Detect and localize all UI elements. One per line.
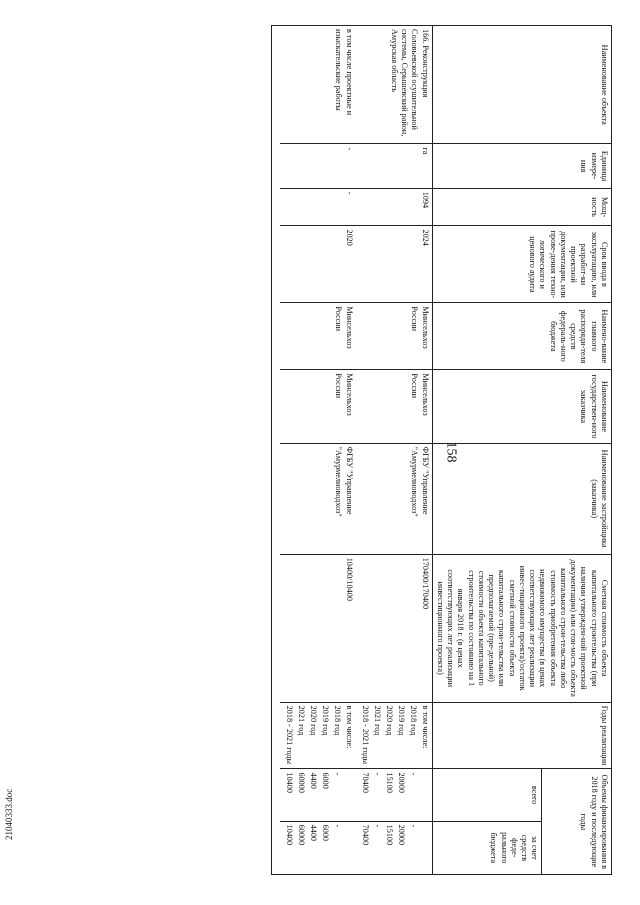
table-row xyxy=(356,26,433,875)
cell-unit: га xyxy=(356,144,433,188)
header-funding-federal: за счет средств феде-рального бюджета xyxy=(432,821,542,874)
year-label: 2018 - 2021 годы xyxy=(360,705,370,764)
header-name: Наименование объекта xyxy=(432,26,611,144)
year-label: 2018 год xyxy=(332,705,342,736)
funding-value xyxy=(418,825,430,871)
header-funding: Объемы финансирования в 2018 году и последующие годы xyxy=(542,769,612,875)
funding-value: 6000 xyxy=(320,772,330,789)
header-years: Годы реализации xyxy=(432,702,611,769)
funding-value: - xyxy=(372,772,382,776)
header-deadline: Срок ввода в эксплуатацию, или разработ-ки проектной документации, или прове-дения техно-логического и ценового аудита xyxy=(432,226,611,303)
table-bottom-border xyxy=(271,26,280,875)
funding-value xyxy=(418,772,430,817)
cell-deadline: 2020 xyxy=(280,226,356,303)
page-number: 158 xyxy=(443,441,459,463)
funding-value: - xyxy=(332,824,342,828)
year-label: 2021 год xyxy=(296,705,306,736)
year-label: 2020 год xyxy=(308,705,318,736)
cell-deadline: 2024 xyxy=(356,226,433,303)
funding-value: 20000 xyxy=(396,824,406,846)
rotated-table-container xyxy=(12,25,612,875)
year-label: 2018 год xyxy=(408,705,418,736)
funding-value: 70400 xyxy=(360,772,370,793)
header-developer: Наименование застройщика (заказчика) xyxy=(432,443,611,554)
cell-developer: ФГБУ "Управление "Амурмелиоводхоз" xyxy=(356,443,433,554)
footer-file-name: 21040333.doc xyxy=(4,788,14,840)
cell-developer: ФГБУ "Управление "Амурмелиоводхоз" xyxy=(280,443,356,554)
cell-estimated-cost: 10400/10400 xyxy=(280,554,356,702)
year-label: в том числе: xyxy=(420,705,430,749)
funding-value: - xyxy=(408,824,418,828)
funding-value: 60000 xyxy=(296,772,306,793)
table-bottom-row xyxy=(271,26,280,875)
cell-funding-total xyxy=(356,769,433,821)
cell-funding-total xyxy=(280,769,356,821)
cell-capacity: 1094 xyxy=(356,188,433,226)
funding-value: 10400 xyxy=(284,824,294,846)
funding-value: 15100 xyxy=(384,824,394,846)
funding-value: 20000 xyxy=(396,772,406,793)
funding-value: - xyxy=(408,772,418,776)
table-row xyxy=(280,26,356,875)
funding-value: 60000 xyxy=(296,824,306,846)
year-label: 2019 год xyxy=(320,705,330,736)
funding-value: - xyxy=(372,824,382,828)
year-label: в том числе: xyxy=(344,705,354,749)
cell-unit: - xyxy=(280,144,356,188)
cell-budget-manager: Минсельхоз России xyxy=(280,303,356,370)
header-estimated-cost: Сметная стоимость объекта капитального строительства (при наличии утвержден-ной проектной документации) или стои-мость объекта капитального строи-тельства либо стоимость приобретения объекта недвижимого имущества (в ценах соответствующих лет реализации инвес-тиционного проекта)/остаток сметной стоимости объекта капитального строи-тельства или предполагаемой (пре-дельной) стоимости объекта капитального строительства по состоянию на 1 января 2018 г. (в ценах соответствующих лет реализации инвестиционного проекта) xyxy=(432,554,611,702)
header-capacity: Мощ-ность xyxy=(432,188,611,226)
funding-value xyxy=(342,772,354,817)
cell-funding-federal xyxy=(356,821,433,874)
cell-capacity: - xyxy=(280,188,356,226)
cell-name: 166. Реконструкция Соловьевской осушительной системы, Серышевский район, Амурская область xyxy=(356,26,433,144)
funding-value: 15100 xyxy=(384,772,394,793)
cell-name: в том числе проектные и изыскательские работы xyxy=(280,26,356,144)
year-label: 2020 год xyxy=(384,705,394,736)
funding-value xyxy=(342,825,354,871)
cell-funding-federal xyxy=(280,821,356,874)
funding-value: 10400 xyxy=(284,772,294,793)
funding-value: 4400 xyxy=(308,772,318,789)
cell-years xyxy=(280,702,356,769)
year-label: 2021 год xyxy=(372,705,382,736)
funding-value: 6000 xyxy=(320,824,330,842)
header-unit: Единица измере-ния xyxy=(432,144,611,188)
header-state-customer: Наименование государствен-ного заказчика xyxy=(432,370,611,443)
cell-state-customer: Минсельхоз России xyxy=(356,370,433,443)
header-funding-total: всего xyxy=(432,769,542,821)
cell-estimated-cost: 170400/170400 xyxy=(356,554,433,702)
funding-value: 70400 xyxy=(360,824,370,846)
funding-value: 4400 xyxy=(308,824,318,842)
header-budget-manager: Наимено-вание главного распоряди-теля средств федераль-ного бюджета xyxy=(432,303,611,370)
funding-value: - xyxy=(332,772,342,776)
year-label: 2019 год xyxy=(396,705,406,736)
year-label: 2018 - 2021 годы xyxy=(284,705,294,764)
capital-construction-table xyxy=(271,25,612,875)
cell-budget-manager: Минсельхоз России xyxy=(356,303,433,370)
cell-years xyxy=(356,702,433,769)
cell-state-customer: Минсельхоз России xyxy=(280,370,356,443)
